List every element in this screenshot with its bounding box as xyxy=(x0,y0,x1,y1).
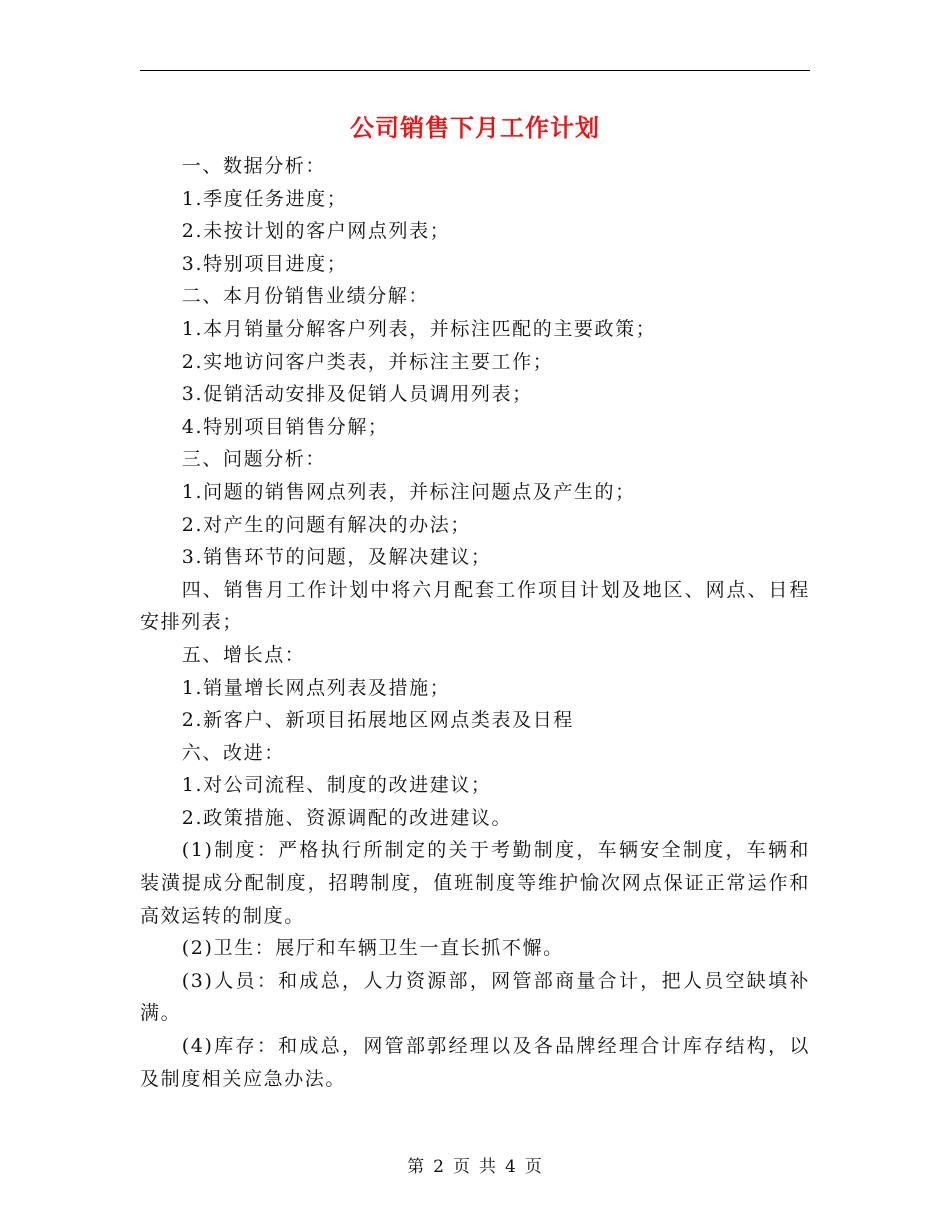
footer-current-page: 2 xyxy=(433,1157,445,1177)
footer-prefix: 第 xyxy=(407,1157,426,1177)
detail-paragraph: (3)人员：和成总，人力资源部，网管部商量合计，把人员空缺填补满。 xyxy=(140,969,810,1025)
list-item: 1.问题的销售网点列表，并标注问题点及产生的； xyxy=(181,480,636,503)
section-heading: 六、改进： xyxy=(181,741,285,764)
list-item: 2.新客户、新项目拓展地区网点类表及日程 xyxy=(181,709,574,732)
list-item: 2.未按计划的客户网点列表； xyxy=(181,220,451,243)
document-body xyxy=(140,150,810,1095)
list-item: 2.实地访问客户类表，并标注主要工作； xyxy=(181,350,554,373)
section-heading: 五、增长点： xyxy=(181,643,306,666)
section-heading: 四、销售月工作计划中将六月配套工作项目计划及地区、网点、日程安排列表； xyxy=(140,578,810,634)
footer-page-word: 页 xyxy=(453,1157,471,1177)
list-item: 3.促销活动安排及促销人员调用列表； xyxy=(181,383,533,406)
detail-paragraph: (1)制度：严格执行所制定的关于考勤制度，车辆安全制度，车辆和装潢提成分配制度，招聘制度，值班制度等维护愉次网点保证正常运作和高效运转的制度。 xyxy=(140,839,810,927)
list-item: 1.销量增长网点列表及措施； xyxy=(181,676,451,699)
footer-total-pages: 4 xyxy=(505,1157,517,1177)
list-item: 1.对公司流程、制度的改进建议； xyxy=(181,774,492,797)
list-item: 4.特别项目销售分解； xyxy=(181,415,389,438)
section-heading: 三、问题分析： xyxy=(181,448,326,471)
section-heading: 一、数据分析： xyxy=(181,155,326,177)
detail-paragraph: (4)库存：和成总，网管部郭经理以及各品牌经理合计库存结构，以及制度相关应急办法。 xyxy=(140,1035,810,1090)
page-footer xyxy=(0,1152,950,1177)
document-title: 公司销售下月工作计划 xyxy=(350,113,600,142)
detail-paragraph: (2)卫生：展厅和车辆卫生一直长抓不懈。 xyxy=(181,937,564,960)
list-item: 3.销售环节的问题，及解决建议； xyxy=(181,546,492,569)
list-item: 2.对产生的问题有解决的办法； xyxy=(181,513,471,536)
footer-total-label: 共 xyxy=(479,1157,497,1177)
list-item: 1.季度任务进度； xyxy=(181,187,348,210)
list-item: 3.特别项目进度； xyxy=(181,252,348,275)
list-item: 2.政策措施、资源调配的改进建议。 xyxy=(181,806,513,829)
footer-suffix: 页 xyxy=(524,1157,543,1177)
header-rule xyxy=(140,70,810,71)
list-item: 1.本月销量分解客户列表，并标注匹配的主要政策； xyxy=(181,317,657,340)
section-heading: 二、本月份销售业绩分解： xyxy=(181,285,429,308)
